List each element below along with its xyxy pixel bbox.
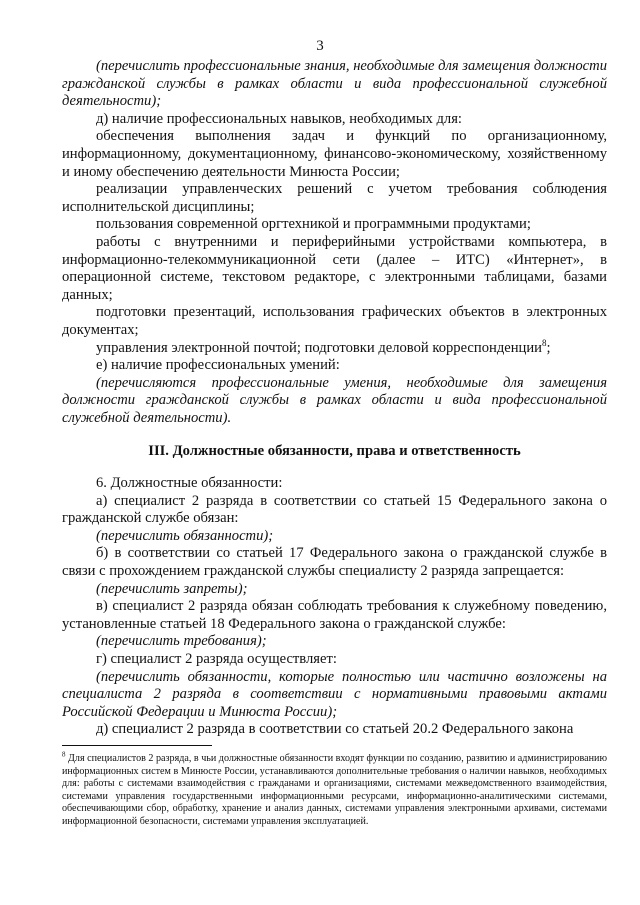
paragraph — [62, 493, 607, 528]
paragraph — [62, 128, 607, 181]
paragraph — [62, 633, 607, 651]
section-heading: III. Должностные обязанности, права и ответственность — [148, 443, 521, 460]
paragraph-text: г) специалист 2 разряда осуществляет: — [96, 651, 337, 667]
paragraph — [62, 545, 607, 580]
paragraph-text: (перечислить требования); — [96, 633, 267, 650]
paragraph-text: управления электронной почтой; подготовки деловой корреспонденции — [96, 339, 542, 356]
paragraph — [62, 357, 607, 375]
footnote — [62, 750, 607, 829]
footnote-ref: 8 — [541, 337, 547, 348]
document-body — [62, 58, 607, 739]
page-number: 3 — [316, 38, 324, 54]
paragraph-text: в) специалист 2 разряда обязан соблюдать требования к служебному поведению, установленные статьей 18 Федерального закона о гражданской службе: — [62, 598, 607, 632]
section-professional-requirements — [62, 58, 607, 427]
paragraph — [62, 58, 607, 111]
paragraph-text: обеспечения выполнения задач и функций по организационному, информационному, документационному, финансово-экономическому, хозяйственному и иному обеспечению деятельности Минюста России; — [62, 128, 607, 180]
paragraph-text: а) специалист 2 разряда в соответствии со статьей 15 Федерального закона о гражданской службе обязан: — [62, 492, 607, 527]
paragraph-text: пользования современной оргтехникой и программными продуктами; — [96, 216, 531, 233]
paragraph-text: д) наличие профессиональных навыков, необходимых для: — [96, 110, 462, 127]
paragraph-text: е) наличие профессиональных умений: — [96, 357, 340, 374]
section-duties — [62, 475, 607, 739]
paragraph — [62, 304, 607, 339]
paragraph-text: (перечислить профессиональные знания, необходимые для замещения должности гражданской службы в рамках области и вида профессиональной служебной деятельности); — [62, 58, 607, 110]
paragraph — [62, 181, 607, 216]
paragraph — [62, 234, 607, 304]
footnote-mark: 8 — [62, 750, 66, 759]
paragraph-text: (перечисляются профессиональные умения, необходимые для замещения должности гражданской службы в рамках области и вида профессиональной служебной деятельности). — [62, 374, 607, 426]
paragraph — [62, 721, 607, 739]
paragraph — [62, 375, 607, 428]
paragraph-text: реализации управленческих решений с учетом требования соблюдения исполнительской дисциплины; — [62, 181, 607, 215]
paragraph — [62, 581, 607, 599]
footnote-text: Для специалистов 2 разряда, в чьи должностные обязанности входят функции по созданию, развитию и администрированию информационных систем в Минюсте России, устанавливаются дополнительные требования о наличии навыков, необходимых для: работы с системами взаимодействия с гражданами и организациями, системами межведомственного взаимодействия, системами управления государственными информационными ресурсами, информационно-аналитическими системами, обеспечивающими сбор, обработку, хранение и анализ данных, системами управления электронными архивами, системами информационной безопасности, системами управления эксплуатацией. — [62, 753, 607, 827]
paragraph — [62, 337, 607, 358]
paragraph — [62, 216, 607, 234]
paragraph — [62, 669, 607, 722]
footnote-separator — [62, 745, 212, 746]
paragraph-tail: ; — [546, 339, 551, 356]
paragraph — [62, 598, 607, 633]
paragraph — [62, 475, 607, 493]
paragraph-text: работы с внутренними и периферийными устройствами компьютера, в информационно-телекоммуникационной сети (далее – ИТС) «Интернет», в операционной системе, текстовом редакторе, с электронными таблицами, базами данных; — [62, 233, 607, 303]
paragraph — [62, 528, 607, 546]
paragraph-text: (перечислить обязанности, которые полностью или частично возложены на специалиста 2 разряда в соответствии с нормативными правовыми актами Российской Федерации и Минюста России); — [62, 668, 607, 720]
paragraph-text: (перечислить запреты); — [96, 580, 248, 597]
paragraph-text: д) специалист 2 разряда в соответствии со статьей 20.2 Федерального закона — [96, 721, 574, 738]
paragraph-text: 6. Должностные обязанности: — [96, 475, 283, 492]
paragraph — [62, 651, 607, 669]
paragraph-text: (перечислить обязанности); — [96, 527, 274, 544]
paragraph-text: подготовки презентаций, использования графических объектов в электронных документах; — [62, 304, 607, 338]
paragraph — [62, 111, 607, 129]
paragraph-text: б) в соответствии со статьей 17 Федерального закона о гражданской службе в связи с прохождением гражданской службы специалисту 2 разряда запрещается: — [62, 545, 607, 580]
